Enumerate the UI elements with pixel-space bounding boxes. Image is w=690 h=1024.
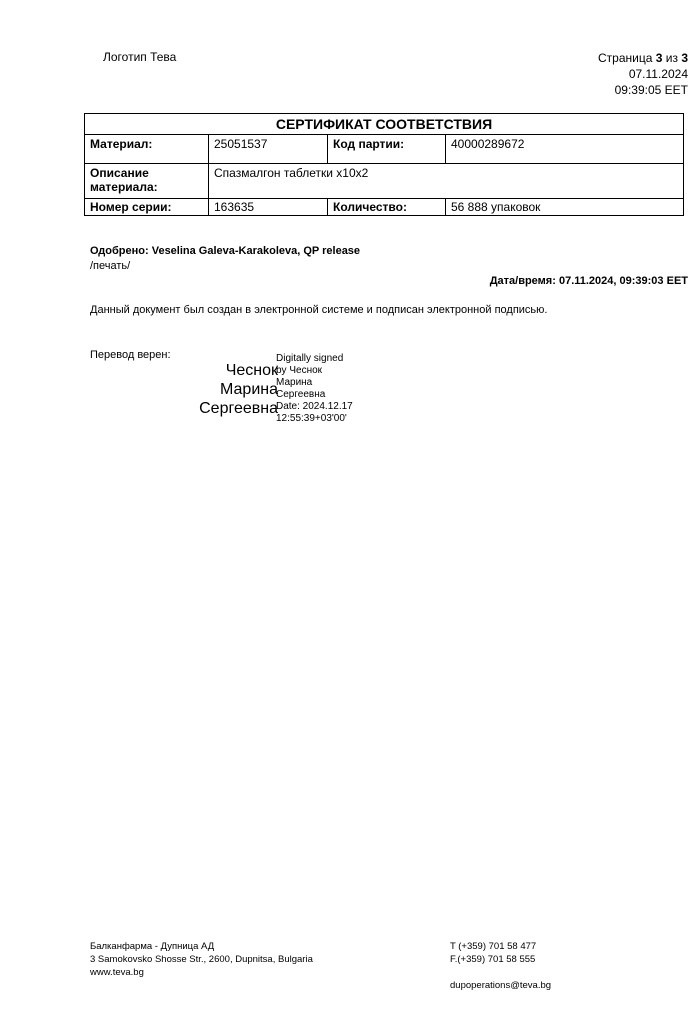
signature-detail-line: Digitally signed	[276, 353, 344, 364]
approved-line	[90, 245, 360, 257]
certificate-title: СЕРТИФИКАТ СООТВЕТСТВИЯ	[85, 114, 683, 135]
page-total: 3	[681, 51, 688, 65]
signature-detail-line: Сергеевна	[276, 389, 326, 400]
footer-website[interactable]: www.teva.bg	[90, 967, 144, 978]
material-value: 25051537	[209, 135, 328, 163]
translation-label: Перевод верен:	[90, 349, 171, 361]
footer-email[interactable]: dupoperations@teva.bg	[450, 980, 552, 991]
signature-detail-line: by Чеснок	[276, 365, 323, 376]
page-counter	[598, 50, 688, 66]
batch-value: 40000289672	[451, 137, 525, 151]
logo-placeholder: Логотип Тева	[103, 50, 177, 64]
series-value: 163635	[209, 199, 328, 215]
electronic-notice: Данный документ был создан в электронной системе и подписан электронной подписью.	[90, 304, 548, 316]
footer-company: Балканфарма - Дупница АД	[90, 941, 215, 952]
series-row	[85, 199, 683, 215]
footer-address: 3 Samokovsko Shosse Str., 2600, Dupnitsa, Bulgaria	[90, 954, 313, 965]
signer-line: Марина	[220, 381, 278, 398]
signature-detail-line: 12:55:39+03'00'	[276, 413, 347, 424]
signature-detail-line: Марина	[276, 377, 313, 388]
quantity-label: Количество:	[328, 199, 446, 215]
datetime-value: 07.11.2024, 09:39:03 EET	[558, 275, 688, 287]
page-info	[598, 50, 688, 98]
certificate-table	[84, 113, 684, 216]
approval-datetime	[490, 275, 688, 287]
quantity-value: 56 888 упаковок	[451, 200, 541, 214]
series-label: Номер серии:	[85, 199, 209, 215]
material-row	[85, 135, 683, 164]
description-row	[85, 164, 683, 199]
footer-fax: F.(+359) 701 58 555	[450, 954, 536, 965]
signer-line: Сергеевна	[199, 400, 278, 417]
footer-company-info	[90, 940, 313, 979]
footer-phone: T (+359) 701 58 477	[450, 941, 537, 952]
footer-contacts	[450, 940, 536, 966]
page-label: Страница	[597, 51, 653, 65]
datetime-label: Дата/время:	[489, 275, 556, 287]
digital-signature-details	[276, 353, 353, 425]
header-time: 09:39:05 EET	[614, 83, 688, 97]
signer-name	[190, 361, 278, 418]
material-label: Материал:	[85, 135, 209, 163]
page-current: 3	[655, 51, 663, 65]
signer-line: Чеснок	[225, 362, 278, 379]
page-of: из	[665, 51, 678, 65]
batch-label: Код партии:	[328, 135, 446, 163]
description-value: Спазмалгон таблетки х10х2	[214, 166, 369, 180]
print-note: /печать/	[90, 260, 131, 272]
approved-label: Одобрено:	[90, 245, 149, 257]
header-date: 07.11.2024	[628, 67, 688, 81]
approved-value: Veselina Galeva-Karakoleva, QP release	[151, 245, 361, 257]
description-label: Описание материала:	[85, 164, 209, 198]
signature-detail-line: Date: 2024.12.17	[276, 401, 353, 412]
